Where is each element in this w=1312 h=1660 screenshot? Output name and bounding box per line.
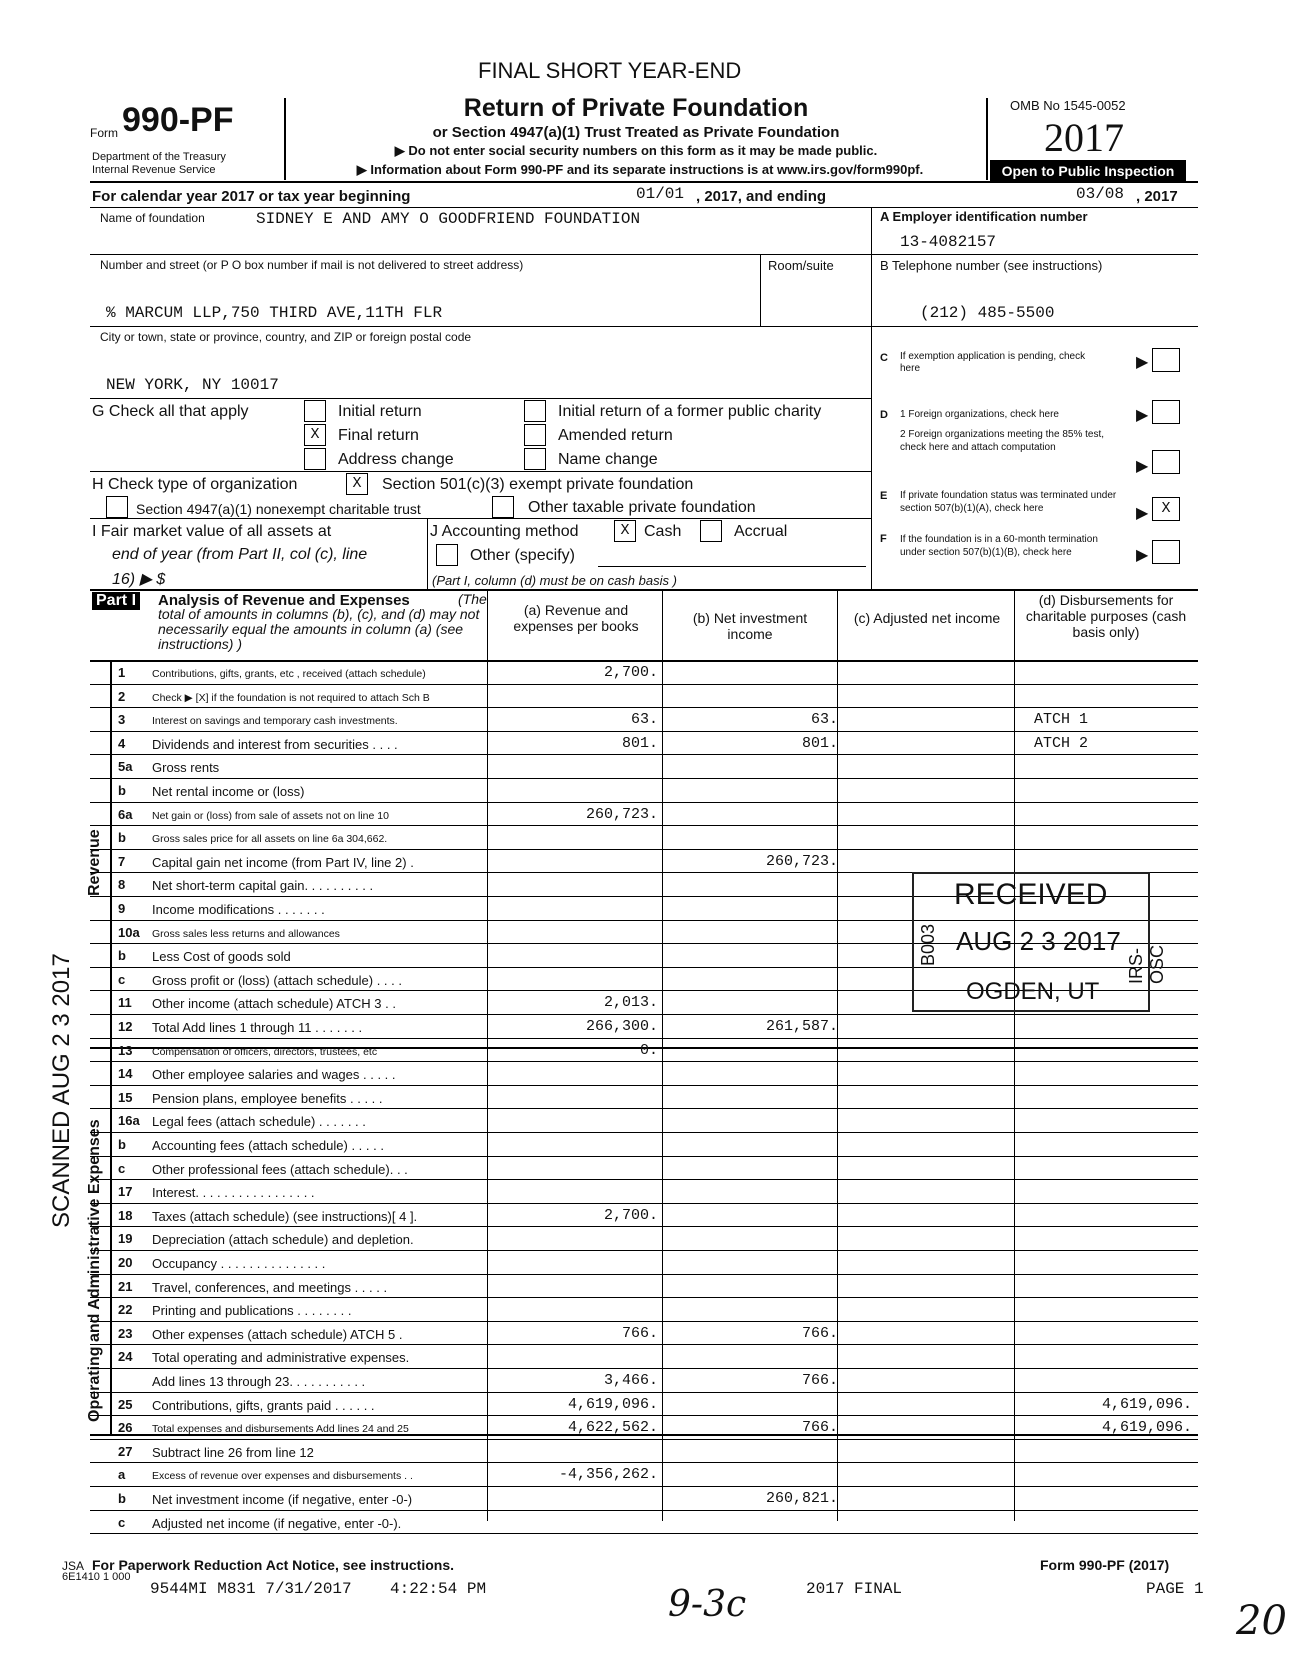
line-number: 19	[118, 1231, 133, 1247]
handwritten-page: 20	[1236, 1598, 1287, 1644]
table-row	[90, 1157, 1198, 1181]
g-address-box[interactable]	[304, 448, 326, 470]
table-row	[90, 1086, 1198, 1110]
line-number: b	[118, 1137, 126, 1152]
line-label: Legal fees (attach schedule) . . . . . . .	[152, 1114, 366, 1130]
col-a-value[interactable]: 0.	[639, 1041, 658, 1059]
line-number: 27	[118, 1443, 133, 1459]
received-stamp	[912, 872, 1167, 1012]
handwritten-note: 9-3c	[668, 1584, 747, 1625]
table-row	[90, 1511, 1198, 1535]
part1-desc: (The total of amounts in columns (b), (c), and (d) may not necessarily equal the amounts in column (a) (see instructions) )	[158, 591, 487, 652]
table-row	[90, 1109, 1198, 1133]
line-number: b	[118, 783, 126, 798]
line-label: Adjusted net income (if negative, enter -0-).	[152, 1515, 402, 1531]
i-line3: 16) ▶ $	[112, 571, 166, 588]
footer-page: PAGE 1	[1146, 1580, 1204, 1598]
table-row	[90, 1298, 1198, 1322]
table-row	[90, 1180, 1198, 1204]
g-initial-former-label: Initial return of a former public charity	[558, 403, 822, 420]
footer-form-ref: Form 990-PF (2017)	[1040, 1557, 1170, 1573]
line-number: 4	[118, 735, 126, 751]
line-label: Check ▶ [X] if the foundation is not required to attach Sch B	[152, 691, 430, 704]
dept-treasury: Department of the Treasury	[92, 151, 226, 163]
omb-number: OMB No 1545-0052	[1010, 98, 1126, 113]
g-name-change-box[interactable]	[524, 448, 546, 470]
line-number: 13	[118, 1042, 133, 1058]
line-number: 14	[118, 1066, 133, 1082]
table-row	[90, 1345, 1198, 1369]
line-label: Occupancy . . . . . . . . . . . . . . .	[152, 1256, 326, 1271]
form-title: Return of Private Foundation	[463, 94, 809, 122]
line-label: Income modifications . . . . . . .	[152, 902, 325, 917]
table-row	[90, 1251, 1198, 1275]
line-label: Other employee salaries and wages . . . . .	[152, 1067, 396, 1083]
city-value: NEW YORK, NY 10017	[106, 376, 279, 394]
col-a-value[interactable]: 2,013.	[603, 994, 658, 1012]
g-name-change-label: Name change	[558, 451, 658, 468]
table-row	[90, 661, 1198, 685]
col-b-value[interactable]: 801.	[801, 734, 838, 752]
check-e-label: If private foundation status was terminated under section 507(b)(1)(A), check here	[900, 490, 1117, 514]
check-e-box[interactable]: X	[1152, 497, 1180, 521]
line-number: c	[118, 1160, 126, 1176]
col-a-value[interactable]: 801.	[621, 734, 658, 752]
table-row	[90, 755, 1198, 779]
line-label: Gross sales price for all assets on line 6a 304,662.	[152, 833, 388, 846]
table-row	[90, 1227, 1198, 1251]
line-number: 18	[118, 1207, 133, 1223]
line-number: 8	[118, 877, 126, 893]
col-b-value[interactable]: 260,821.	[765, 1490, 838, 1507]
j-label: J Accounting method	[430, 523, 579, 540]
col-d-header: (d) Disbursements for charitable purposes (cash basis only)	[1025, 592, 1187, 640]
phone-label: B Telephone number (see instructions)	[880, 258, 1103, 273]
tax-year-mid: , 2017, and ending	[696, 188, 827, 205]
line-number: 21	[118, 1278, 133, 1294]
check-c-box[interactable]	[1152, 348, 1180, 372]
g-final-label: Final return	[338, 427, 419, 444]
g-amended-label: Amended return	[558, 427, 673, 444]
dept-irs: Internal Revenue Service	[92, 164, 216, 176]
received-stamp-right: IRS-OSC	[1126, 944, 1167, 984]
footer-final: 2017 FINAL	[806, 1580, 903, 1598]
scanned-stamp: SCANNED AUG 2 3 2017	[48, 953, 75, 1228]
col-b-header: (b) Net investment income	[692, 610, 808, 642]
part1-tag: Part I	[92, 592, 140, 610]
g-initial-former-box[interactable]	[524, 400, 546, 422]
line-label: Net gain or (loss) from sale of assets not on line 10	[152, 809, 389, 822]
expenses-side-label: Operating and Administrative Expenses	[86, 1119, 103, 1422]
j-cash-box[interactable]: X	[614, 520, 636, 542]
check-d2-arrow: ▶	[1136, 458, 1149, 475]
line-label: Gross rents	[152, 760, 220, 776]
final-short-year-label: FINAL SHORT YEAR-END	[478, 58, 742, 83]
j-accrual-box[interactable]	[700, 520, 722, 542]
table-row	[90, 779, 1198, 803]
foundation-name: SIDNEY E AND AMY O GOODFRIEND FOUNDATION	[256, 210, 641, 228]
form-subtitle: or Section 4947(a)(1) Trust Treated as Private Foundation	[432, 124, 840, 141]
line-number: 22	[118, 1302, 133, 1318]
line-number: b	[118, 1491, 126, 1506]
col-d-value[interactable]: 4,619,096.	[1101, 1419, 1192, 1437]
table-row	[90, 732, 1198, 756]
line-label: Total expenses and disbursements Add lines 24 and 25	[152, 1423, 409, 1436]
line-number: 7	[118, 853, 126, 869]
street-label: Number and street (or P O box number if mail is not delivered to street address)	[100, 258, 524, 272]
j-note: (Part I, column (d) must be on cash basis )	[432, 573, 677, 588]
footer-print-line: 9544MI M831 7/31/2017 4:22:54 PM	[150, 1580, 487, 1598]
line-number: 20	[118, 1255, 133, 1270]
foundation-name-label: Name of foundation	[100, 211, 205, 225]
check-d1-label: 1 Foreign organizations, check here	[900, 409, 1059, 420]
line-number: b	[118, 830, 126, 846]
line-label: Interest on savings and temporary cash investments.	[152, 715, 398, 728]
table-row	[90, 1062, 1198, 1086]
line-label: Dividends and interest from securities . . . .	[152, 736, 398, 752]
col-a-value[interactable]: 2,700.	[603, 664, 658, 681]
g-label: G Check all that apply	[92, 403, 249, 420]
received-stamp-city: OGDEN, UT	[966, 978, 1100, 1005]
table-row	[90, 1463, 1198, 1487]
col-b-value[interactable]: 766.	[801, 1324, 838, 1342]
line-label: Other income (attach schedule) ATCH 3 . .	[152, 996, 396, 1012]
col-a-value[interactable]: 63.	[630, 711, 658, 729]
h-501-box[interactable]: X	[346, 473, 368, 495]
table-row	[90, 1204, 1198, 1228]
table-row	[90, 708, 1198, 732]
received-stamp-date: AUG 2 3 2017	[956, 926, 1121, 956]
line-number: 25	[118, 1396, 133, 1412]
attachment-ref: ATCH 2	[1034, 734, 1089, 752]
tax-year-begin: 01/01	[636, 185, 685, 203]
attachment-ref: ATCH 1	[1034, 711, 1089, 729]
table-row	[90, 1369, 1198, 1393]
form-number: 990-PF	[122, 101, 234, 139]
line-label: Total operating and administrative expenses.	[152, 1350, 410, 1366]
line-number: 9	[118, 901, 126, 916]
line-number: 10a	[118, 924, 140, 940]
j-other-box[interactable]	[436, 544, 458, 566]
table-row	[90, 1015, 1198, 1039]
line-number: a	[118, 1467, 126, 1483]
check-d2-box[interactable]	[1152, 450, 1180, 474]
line-label: Excess of revenue over expenses and disbursements . .	[152, 1470, 413, 1483]
line-number: 12	[118, 1019, 133, 1034]
line-label: Net investment income (if negative, enter -0-)	[152, 1492, 413, 1507]
table-row	[90, 1487, 1198, 1511]
table-row	[90, 1322, 1198, 1346]
col-a-value[interactable]: 3,466.	[603, 1372, 658, 1389]
line-number: 11	[118, 995, 132, 1011]
footer-jsa: JSA	[62, 1559, 85, 1573]
footer-code: 6E1410 1 000	[62, 1571, 131, 1583]
col-a-value[interactable]: 766.	[621, 1324, 658, 1342]
table-row	[90, 685, 1198, 709]
line-label: Other expenses (attach schedule) ATCH 5 .	[152, 1326, 403, 1342]
room-label: Room/suite	[768, 258, 834, 273]
tax-year-end: 03/08	[1076, 185, 1125, 203]
open-public-banner: Open to Public Inspection	[990, 160, 1186, 182]
received-stamp-text: RECEIVED	[954, 878, 1108, 911]
col-b-value[interactable]: 63.	[810, 711, 838, 729]
line-label: Travel, conferences, and meetings . . . . .	[152, 1279, 388, 1295]
phone-value: (212) 485-5500	[920, 304, 1055, 322]
j-cash-label: Cash	[644, 523, 682, 540]
line-label: Depreciation (attach schedule) and depletion.	[152, 1232, 414, 1248]
check-f-arrow: ▶	[1136, 547, 1149, 564]
g-amended-box[interactable]	[524, 424, 546, 446]
check-c-label: If exemption application is pending, check here	[900, 351, 1086, 374]
line-label: Contributions, gifts, grants paid . . . . . .	[152, 1397, 375, 1413]
col-a-value[interactable]: 2,700.	[603, 1206, 658, 1224]
h-501-label: Section 501(c)(3) exempt private foundation	[382, 476, 694, 493]
tax-year: 2017	[1044, 115, 1124, 160]
h-other-label: Other taxable private foundation	[528, 499, 756, 516]
tax-year-end-year: , 2017	[1136, 188, 1178, 205]
line-number: 17	[118, 1184, 133, 1200]
table-row	[90, 1039, 1198, 1063]
check-d1-arrow: ▶	[1136, 407, 1149, 424]
col-b-value[interactable]: 260,723.	[765, 852, 838, 870]
h-4947-label: Section 4947(a)(1) nonexempt charitable trust	[136, 501, 421, 517]
table-row	[90, 1393, 1198, 1417]
table-row	[90, 1416, 1198, 1440]
j-accrual-label: Accrual	[734, 523, 788, 540]
col-a-value[interactable]: 4,619,096.	[567, 1395, 658, 1413]
i-line1: I Fair market value of all assets at	[92, 523, 332, 540]
check-e-arrow: ▶	[1136, 505, 1149, 522]
line-label: Add lines 13 through 23. . . . . . . . . . .	[152, 1374, 366, 1389]
table-row	[90, 1133, 1198, 1157]
j-other-label: Other (specify)	[470, 547, 575, 564]
footer-paperwork: For Paperwork Reduction Act Notice, see instructions.	[92, 1557, 454, 1573]
tax-year-label: For calendar year 2017 or tax year beginning	[92, 188, 411, 205]
col-b-value[interactable]: 261,587.	[765, 1018, 838, 1035]
table-row	[90, 1440, 1198, 1464]
line-number: 16a	[118, 1113, 140, 1129]
line-number: 26	[118, 1420, 133, 1436]
h-4947-box[interactable]	[106, 496, 128, 518]
col-a-value[interactable]: 4,622,562.	[567, 1419, 658, 1437]
col-a-header: (a) Revenue and expenses per books	[513, 602, 639, 634]
line-label: Accounting fees (attach schedule) . . . . .	[152, 1138, 384, 1153]
h-label: H Check type of organization	[92, 476, 298, 493]
line-number: 24	[118, 1349, 133, 1365]
line-label: Pension plans, employee benefits . . . . .	[152, 1090, 383, 1106]
table-row	[90, 826, 1198, 850]
line-label: Capital gain net income (from Part IV, line 2) .	[152, 854, 414, 870]
col-b-value[interactable]: 766.	[801, 1372, 838, 1389]
line-label: Subtract line 26 from line 12	[152, 1444, 314, 1460]
line-number: 1	[118, 665, 126, 680]
line-number: c	[118, 971, 126, 987]
check-c-arrow: ▶	[1136, 354, 1149, 371]
table-row	[90, 850, 1198, 874]
line-number: 3	[118, 712, 126, 728]
line-number: 15	[118, 1089, 133, 1105]
revenue-side-label: Revenue	[86, 829, 103, 896]
g-address-label: Address change	[338, 451, 454, 468]
street-value: % MARCUM LLP,750 THIRD AVE,11TH FLR	[106, 304, 443, 322]
part1-title: Analysis of Revenue and Expenses	[158, 592, 410, 609]
line-label: Gross sales less returns and allowances	[152, 927, 340, 940]
col-c-header: (c) Adjusted net income	[853, 610, 1001, 626]
g-initial-label: Initial return	[338, 403, 422, 420]
line-label: Total Add lines 1 through 11 . . . . . . .	[152, 1020, 363, 1035]
line-number: 6a	[118, 806, 133, 822]
check-f-box[interactable]	[1152, 540, 1180, 564]
line-label: Compensation of officers, directors, trustees, etc	[152, 1045, 378, 1058]
received-stamp-left: B003	[918, 923, 938, 966]
col-a-value[interactable]: 266,300.	[585, 1018, 658, 1035]
line-number: c	[118, 1514, 126, 1530]
ein-label: A Employer identification number	[880, 209, 1088, 224]
line-label: Contributions, gifts, grants, etc , received (attach schedule)	[152, 668, 426, 680]
line-number: 5a	[118, 759, 133, 775]
ssn-warning: ▶ Do not enter social security numbers on this form as it may be made public.	[394, 143, 878, 158]
line-label: Interest. . . . . . . . . . . . . . . . .	[152, 1185, 315, 1201]
h-other-box[interactable]	[492, 496, 514, 518]
line-label: Net short-term capital gain. . . . . . . . . .	[152, 878, 374, 894]
check-f-label: If the foundation is in a 60-month termination under section 507(b)(1)(B), check here	[900, 534, 1098, 558]
col-d-value[interactable]: 4,619,096.	[1101, 1395, 1192, 1413]
check-d1-box[interactable]	[1152, 400, 1180, 424]
table-row	[90, 1275, 1198, 1299]
line-label: Less Cost of goods sold	[152, 949, 291, 965]
i-line2: end of year (from Part II, col (c), line	[112, 546, 368, 563]
line-label: Gross profit or (loss) (attach schedule) . . . .	[152, 972, 402, 988]
line-label: Printing and publications . . . . . . . .	[152, 1303, 352, 1319]
line-number: 2	[118, 688, 126, 704]
line-label: Taxes (attach schedule) (see instructions)[ 4 ].	[152, 1208, 418, 1224]
city-label: City or town, state or province, country, and ZIP or foreign postal code	[100, 330, 472, 344]
check-d2-label: 2 Foreign organizations meeting the 85% test, check here and attach computation	[900, 429, 1105, 453]
info-note: ▶ Information about Form 990-PF and its separate instructions is at www.irs.gov/form990pf.	[356, 162, 924, 177]
col-a-value[interactable]: -4,356,262.	[558, 1466, 658, 1484]
table-row	[90, 803, 1198, 827]
col-b-value[interactable]: 766.	[801, 1419, 838, 1437]
g-initial-box[interactable]	[304, 400, 326, 422]
line-number: b	[118, 948, 126, 964]
ein-value: 13-4082157	[900, 233, 997, 251]
line-label: Other professional fees (attach schedule). . .	[152, 1161, 408, 1177]
col-a-value[interactable]: 260,723.	[585, 805, 658, 823]
form-prefix: Form	[90, 126, 118, 140]
line-number: 23	[118, 1325, 133, 1341]
line-label: Net rental income or (loss)	[152, 784, 305, 799]
g-final-box[interactable]: X	[304, 424, 326, 446]
